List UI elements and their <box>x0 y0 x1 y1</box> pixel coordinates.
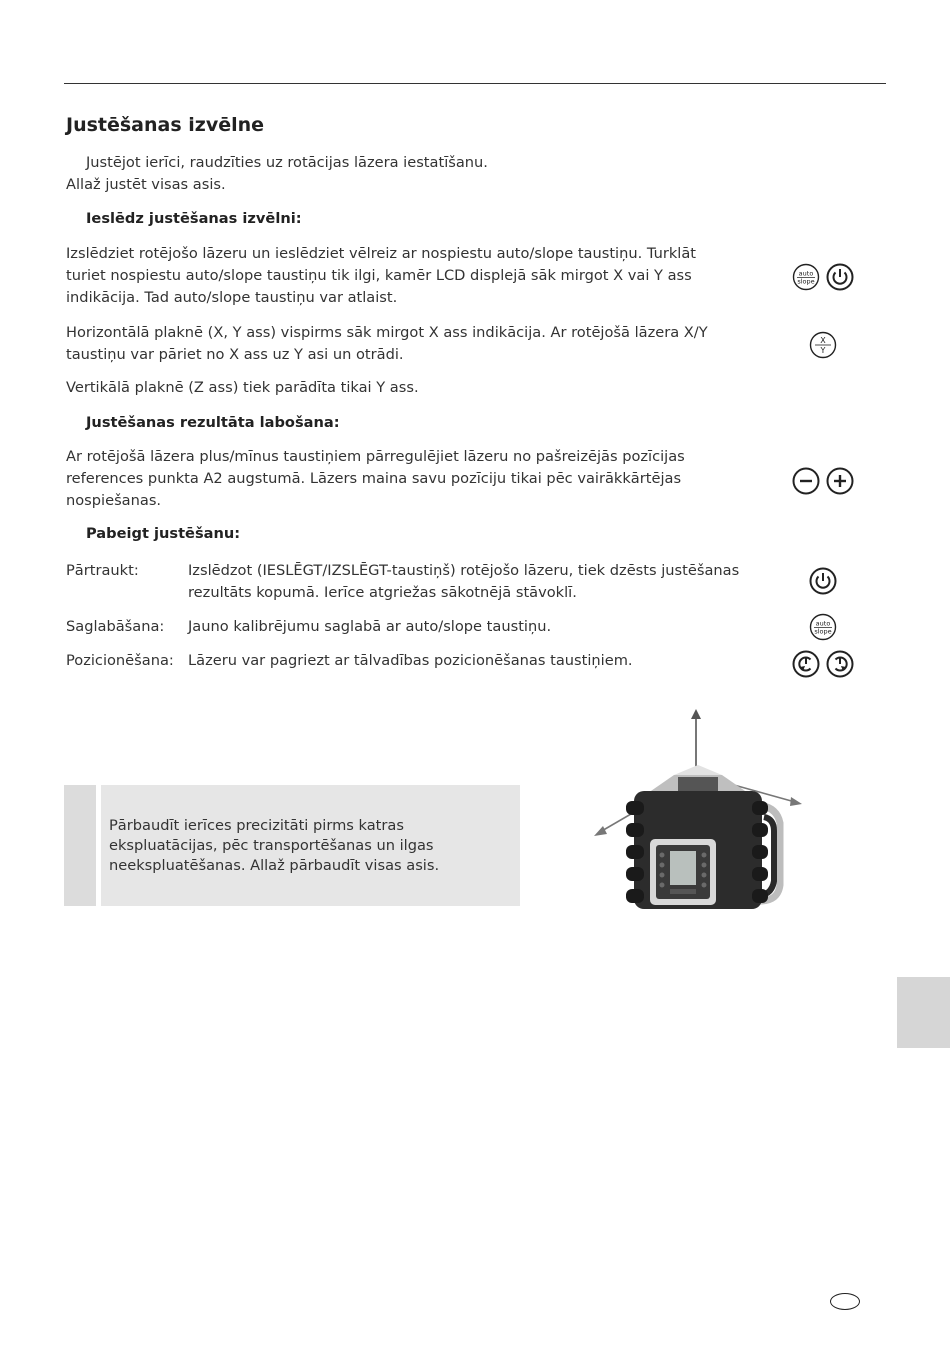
rotate-right-icon <box>826 650 854 678</box>
auto-slope-icon <box>792 263 820 291</box>
page-title: Justēšanas izvēlne <box>66 114 265 136</box>
xy-icon <box>809 331 837 359</box>
save-desc: Jauno kalibrējumu saglabā ar auto/slope taustiņu. <box>188 618 552 635</box>
header-rule <box>64 83 886 84</box>
section2-p1-line1: Ar rotējošā lāzera plus/mīnus taustiņiem pārregulējiet lāzeru no pašreizējās pozīcijas <box>66 448 685 465</box>
positioning-desc: Lāzeru var pagriezt ar tālvadības pozicionēšanas taustiņiem. <box>188 652 633 669</box>
note-line-1: Pārbaudīt ierīces precizitāti pirms katras <box>109 817 404 834</box>
plus-icon <box>826 467 854 495</box>
auto-slope-icon <box>809 613 837 641</box>
note-text <box>109 816 509 876</box>
note-line-3: neekspluatēšanas. Allaž pārbaudīt visas asis. <box>109 857 440 874</box>
note-marker-bar <box>64 785 96 906</box>
section1-heading: Ieslēdz justēšanas izvēlni: <box>86 210 302 227</box>
svg-text:X: X <box>820 336 826 345</box>
section1-p2-line1: Horizontālā plaknē (X, Y ass) vispirms sāk mirgot X ass indikācija. Ar rotējošā lāzera X/Y <box>66 324 708 341</box>
intro-line-2: Allaž justēt visas asis. <box>66 176 226 193</box>
section2-p1-line3: nospiešanas. <box>66 492 162 509</box>
label-positioning: Pozicionēšana: <box>66 652 174 669</box>
intro-line-1: Justējot ierīci, raudzīties uz rotācijas lāzera iestatīšanu. <box>86 154 488 171</box>
chapter-tab <box>897 977 950 1048</box>
label-abort: Pārtraukt: <box>66 562 139 579</box>
section1-p2-line2: taustiņu var pāriet no X ass uz Y asi un otrādi. <box>66 346 404 363</box>
svg-text:Y: Y <box>820 346 826 355</box>
label-save: Saglabāšana: <box>66 618 165 635</box>
abort-desc-line1: Izslēdzot (IESLĒGT/IZSLĒGT-taustiņš) rotējošo lāzeru, tiek dzēsts justēšanas <box>188 562 740 579</box>
rotary-laser-illustration <box>588 705 808 929</box>
language-badge <box>830 1293 860 1310</box>
svg-text:slope: slope <box>814 627 832 636</box>
section1-p1-line1: Izslēdziet rotējošo lāzeru un ieslēdziet vēlreiz ar nospiestu auto/slope taustiņu. Turklāt <box>66 245 697 262</box>
section2-heading: Justēšanas rezultāta labošana: <box>86 414 340 431</box>
svg-text:auto: auto <box>798 269 814 278</box>
section2-p1-line2: references punkta A2 augstumā. Lāzers maina savu pozīciju tikai pēc vairākkārtējas <box>66 470 682 487</box>
section1-p1-line3: indikācija. Tad auto/slope taustiņu var atlaist. <box>66 289 398 306</box>
note-line-2: ekspluatācijas, pēc transportēšanas un ilgas <box>109 837 434 854</box>
power-icon <box>826 263 854 291</box>
power-icon <box>809 567 837 595</box>
section3-heading: Pabeigt justēšanu: <box>86 525 241 542</box>
section1-p3: Vertikālā plaknē (Z ass) tiek parādīta tikai Y ass. <box>66 379 419 396</box>
svg-text:slope: slope <box>797 277 815 286</box>
section1-p1-line2: turiet nospiestu auto/slope taustiņu tik ilgi, kamēr LCD displejā sāk mirgot X vai Y ass <box>66 267 692 284</box>
abort-desc-line2: rezultāts kopumā. Ierīce atgriežas sākotnējā stāvoklī. <box>188 584 577 601</box>
rotate-left-icon <box>792 650 820 678</box>
minus-icon <box>792 467 820 495</box>
svg-text:auto: auto <box>815 619 831 628</box>
